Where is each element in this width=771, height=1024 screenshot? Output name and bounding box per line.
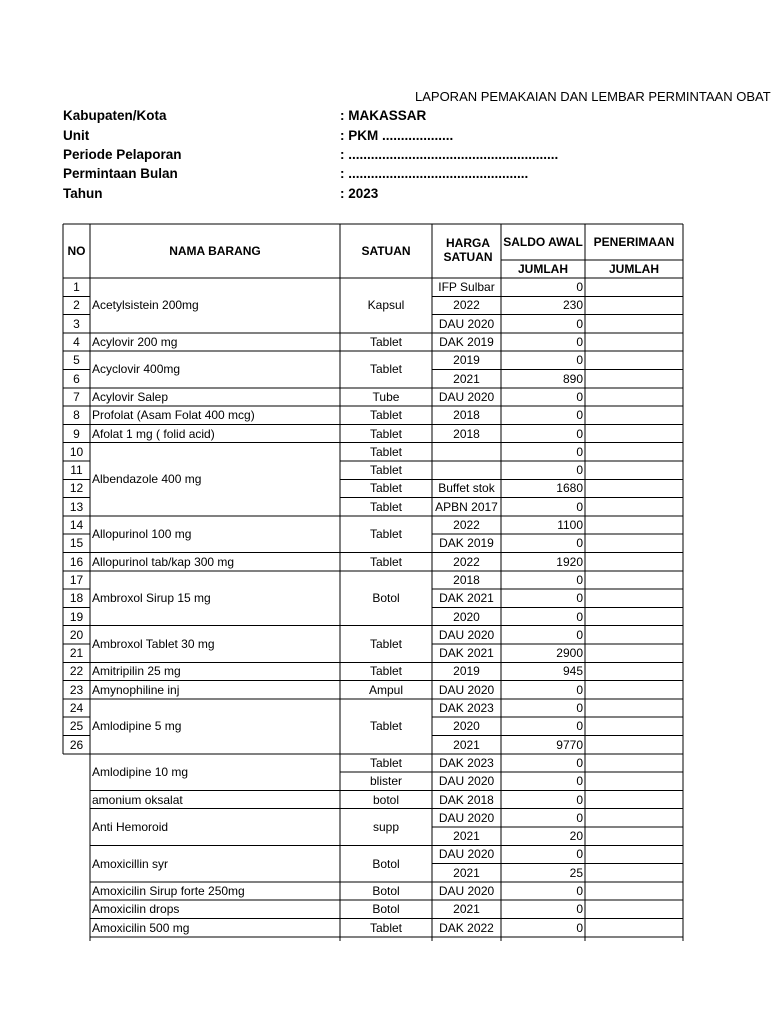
harga-satuan-cell: DAU 2020 [438, 682, 495, 697]
item-satuan: Kapsul [367, 298, 405, 313]
report-title: LAPORAN PEMAKAIAN DAN LEMBAR PERMINTAAN OBAT [415, 89, 771, 104]
item-name: Acylovir Salep [92, 389, 169, 404]
info-label-tahun: Tahun [63, 186, 103, 201]
saldo-jumlah-cell: 0 [576, 499, 583, 514]
item-satuan: Tablet [369, 554, 403, 569]
row-number [63, 790, 90, 808]
row-number: 22 [69, 664, 84, 679]
row-satuan: blister [369, 774, 402, 789]
item-satuan: Tablet [369, 362, 403, 377]
row-number: 8 [73, 408, 80, 423]
harga-satuan-cell: DAK 2022 [439, 920, 494, 935]
saldo-jumlah-cell: 0 [576, 609, 583, 624]
col-header-saldo-awal: SALDO AWAL [503, 235, 583, 249]
saldo-jumlah-cell: 0 [576, 755, 583, 770]
row-number: 11 [70, 463, 83, 478]
saldo-jumlah-cell: 9770 [556, 737, 583, 752]
harga-satuan-cell: DAK 2023 [439, 755, 494, 770]
item-name: Ambroxol Tablet 30 mg [92, 636, 215, 651]
row-number: 5 [73, 353, 80, 368]
saldo-jumlah-cell: 0 [576, 792, 583, 807]
info-value-periode: : ........................................................ [340, 147, 559, 162]
item-satuan: Botol [372, 856, 400, 871]
item-satuan: Tablet [369, 335, 403, 350]
saldo-jumlah-cell: 0 [576, 774, 583, 789]
harga-satuan-cell: DAU 2020 [438, 884, 495, 899]
saldo-jumlah-cell: 1920 [556, 554, 583, 569]
row-number: 24 [69, 701, 84, 716]
info-label-kabupaten: Kabupaten/Kota [63, 108, 167, 123]
saldo-jumlah-cell: 0 [576, 920, 583, 935]
saldo-jumlah-cell: 0 [576, 335, 583, 350]
harga-satuan-cell: 2021 [453, 902, 480, 917]
saldo-jumlah-cell: 0 [576, 389, 583, 404]
saldo-jumlah-cell: 0 [576, 682, 583, 697]
item-satuan: Tablet [369, 408, 403, 423]
harga-satuan-cell: 2020 [453, 719, 480, 734]
item-name: Anti Hemoroid [92, 819, 169, 834]
row-number: 19 [69, 609, 84, 624]
item-name: Profolat (Asam Folat 400 mcg) [92, 408, 255, 423]
harga-satuan-cell: 2019 [453, 353, 480, 368]
harga-satuan-cell: 2022 [453, 518, 480, 533]
item-name: Amoxicillin syr [92, 856, 169, 871]
harga-satuan-cell: 2021 [453, 829, 480, 844]
row-number: 12 [69, 481, 84, 496]
item-satuan: Tablet [369, 664, 403, 679]
saldo-jumlah-cell: 0 [576, 701, 583, 716]
item-name: Allopurinol tab/kap 300 mg [92, 554, 235, 569]
harga-satuan-cell: Buffet stok [438, 481, 495, 496]
info-label-permintaan: Permintaan Bulan [63, 166, 178, 181]
saldo-jumlah-cell: 0 [576, 591, 583, 606]
harga-satuan-cell: DAU 2020 [438, 810, 495, 825]
harga-satuan-cell: 2022 [453, 554, 480, 569]
item-name: Afolat 1 mg ( folid acid) [92, 426, 215, 441]
harga-satuan-cell: DAU 2020 [438, 627, 495, 642]
row-number: 16 [69, 554, 84, 569]
row-number: 23 [69, 682, 84, 697]
saldo-jumlah-cell: 0 [576, 884, 583, 899]
harga-satuan-cell: DAK 2018 [439, 792, 494, 807]
item-satuan: Botol [372, 902, 400, 917]
harga-satuan-cell [432, 461, 501, 479]
item-name: Acyclovir 400mg [92, 362, 181, 377]
item-name: Amitripilin 25 mg [92, 664, 181, 679]
info-value-permintaan: : ................................................ [340, 166, 529, 181]
saldo-jumlah-cell: 0 [576, 719, 583, 734]
info-value-tahun: : 2023 [340, 186, 379, 201]
item-satuan: Tablet [369, 636, 403, 651]
item-satuan: supp [372, 819, 400, 834]
harga-satuan-cell: DAU 2020 [438, 847, 495, 862]
row-number [63, 772, 90, 790]
row-number: 15 [69, 536, 84, 551]
row-number: 7 [73, 389, 80, 404]
saldo-jumlah-cell: 0 [576, 902, 583, 917]
row-number: 2 [73, 298, 80, 313]
row-number [63, 827, 90, 845]
row-number [63, 754, 90, 772]
harga-satuan-cell: 2021 [453, 737, 480, 752]
saldo-jumlah-cell: 230 [562, 298, 583, 313]
info-value-kabupaten: : MAKASSAR [340, 108, 427, 123]
harga-satuan-cell: 2021 [453, 371, 480, 386]
saldo-jumlah-cell: 20 [569, 829, 583, 844]
saldo-jumlah-cell: 25 [569, 865, 583, 880]
harga-satuan-cell: 2020 [453, 609, 480, 624]
item-name: Amlodipine 5 mg [92, 719, 182, 734]
harga-satuan-cell: 2018 [453, 408, 480, 423]
saldo-jumlah-cell: 1680 [556, 481, 583, 496]
col-header-jumlah-penerimaan: JUMLAH [609, 262, 659, 276]
item-name: Amlodipine 10 mg [92, 765, 189, 780]
harga-satuan-cell: 2019 [453, 664, 480, 679]
row-number: 10 [69, 444, 84, 459]
saldo-jumlah-cell: 0 [576, 280, 583, 295]
row-satuan: Tablet [369, 444, 403, 459]
item-name: Amoxicilin drops [92, 902, 180, 917]
info-value-unit: : PKM ................... [340, 128, 454, 143]
item-name: Allopurinol 100 mg [92, 527, 192, 542]
saldo-jumlah-cell: 0 [576, 536, 583, 551]
row-number: 13 [69, 499, 84, 514]
row-number [63, 882, 90, 900]
row-number: 17 [69, 572, 84, 587]
row-number: 3 [73, 316, 80, 331]
saldo-jumlah-cell: 2900 [556, 646, 583, 661]
row-satuan: Tablet [369, 481, 403, 496]
harga-satuan-cell: DAU 2020 [438, 316, 495, 331]
item-satuan: Botol [372, 884, 400, 899]
item-satuan: Tablet [369, 719, 403, 734]
row-satuan: Tablet [369, 463, 403, 478]
row-satuan: Tablet [369, 755, 403, 770]
saldo-jumlah-cell: 945 [562, 664, 583, 679]
harga-satuan-cell [432, 443, 501, 461]
item-name: Amoxicilin 500 mg [92, 920, 190, 935]
row-number: 9 [73, 426, 80, 441]
info-label-periode: Periode Pelaporan [63, 147, 182, 162]
saldo-jumlah-cell: 0 [576, 572, 583, 587]
row-number: 26 [69, 737, 84, 752]
saldo-jumlah-cell: 0 [576, 810, 583, 825]
row-number [63, 900, 90, 918]
harga-satuan-cell: 2022 [453, 298, 480, 313]
item-satuan: botol [372, 792, 400, 807]
saldo-jumlah-cell: 0 [576, 353, 583, 368]
col-header-satuan: SATUAN [361, 244, 411, 258]
item-satuan: Tablet [369, 426, 403, 441]
col-header-harga: HARGA SATUAN [443, 236, 493, 264]
item-name: amonium oksalat [92, 792, 183, 807]
row-number: 1 [73, 280, 80, 295]
harga-satuan-cell: IFP Sulbar [438, 280, 495, 295]
col-header-no: NO [67, 244, 86, 258]
saldo-jumlah-cell: 0 [576, 444, 583, 459]
harga-satuan-cell: DAK 2019 [439, 335, 494, 350]
saldo-jumlah-cell: 890 [562, 371, 583, 386]
saldo-jumlah-cell: 0 [576, 408, 583, 423]
row-satuan: Tablet [369, 499, 403, 514]
item-satuan: Ampul [368, 682, 403, 697]
item-satuan: Botol [372, 591, 400, 606]
row-number: 21 [69, 646, 84, 661]
harga-satuan-cell: DAK 2019 [439, 536, 494, 551]
harga-satuan-cell: 2018 [453, 572, 480, 587]
harga-satuan-cell: DAU 2020 [438, 389, 495, 404]
item-satuan: Tube [372, 389, 400, 404]
saldo-jumlah-cell: 0 [576, 847, 583, 862]
col-header-penerimaan: PENERIMAAN [593, 235, 675, 249]
row-number: 20 [69, 627, 84, 642]
row-number [63, 809, 90, 827]
item-name: Albendazole 400 mg [92, 472, 202, 487]
harga-satuan-cell: 2018 [453, 426, 480, 441]
saldo-jumlah-cell: 1100 [557, 518, 583, 533]
item-name: Acetylsistein 200mg [92, 298, 199, 313]
row-number [63, 919, 90, 937]
saldo-jumlah-cell: 0 [576, 627, 583, 642]
item-satuan: Tablet [369, 527, 403, 542]
harga-satuan-cell: DAK 2023 [439, 701, 494, 716]
harga-satuan-cell: 2021 [453, 865, 480, 880]
saldo-jumlah-cell: 0 [576, 426, 583, 441]
item-satuan: Tablet [369, 920, 403, 935]
row-number [63, 845, 90, 863]
saldo-jumlah-cell: 0 [576, 316, 583, 331]
item-name: Amynophiline inj [92, 682, 180, 697]
item-name: Amoxicilin Sirup forte 250mg [92, 884, 245, 899]
row-number: 4 [73, 335, 80, 350]
info-label-unit: Unit [63, 128, 90, 143]
harga-satuan-cell: APBN 2017 [435, 499, 498, 514]
harga-satuan-cell: DAK 2021 [439, 646, 494, 661]
col-header-jumlah-saldo: JUMLAH [518, 262, 568, 276]
row-number: 25 [69, 719, 84, 734]
col-header-nama: NAMA BARANG [169, 244, 261, 258]
row-number [63, 864, 90, 882]
saldo-jumlah-cell: 0 [576, 463, 583, 478]
item-name: Ambroxol Sirup 15 mg [92, 591, 211, 606]
item-name: Acylovir 200 mg [92, 335, 178, 350]
harga-satuan-cell: DAK 2021 [439, 591, 494, 606]
row-number: 6 [73, 371, 80, 386]
harga-satuan-cell: DAU 2020 [438, 774, 495, 789]
row-number: 18 [69, 591, 84, 606]
row-number: 14 [69, 518, 84, 533]
